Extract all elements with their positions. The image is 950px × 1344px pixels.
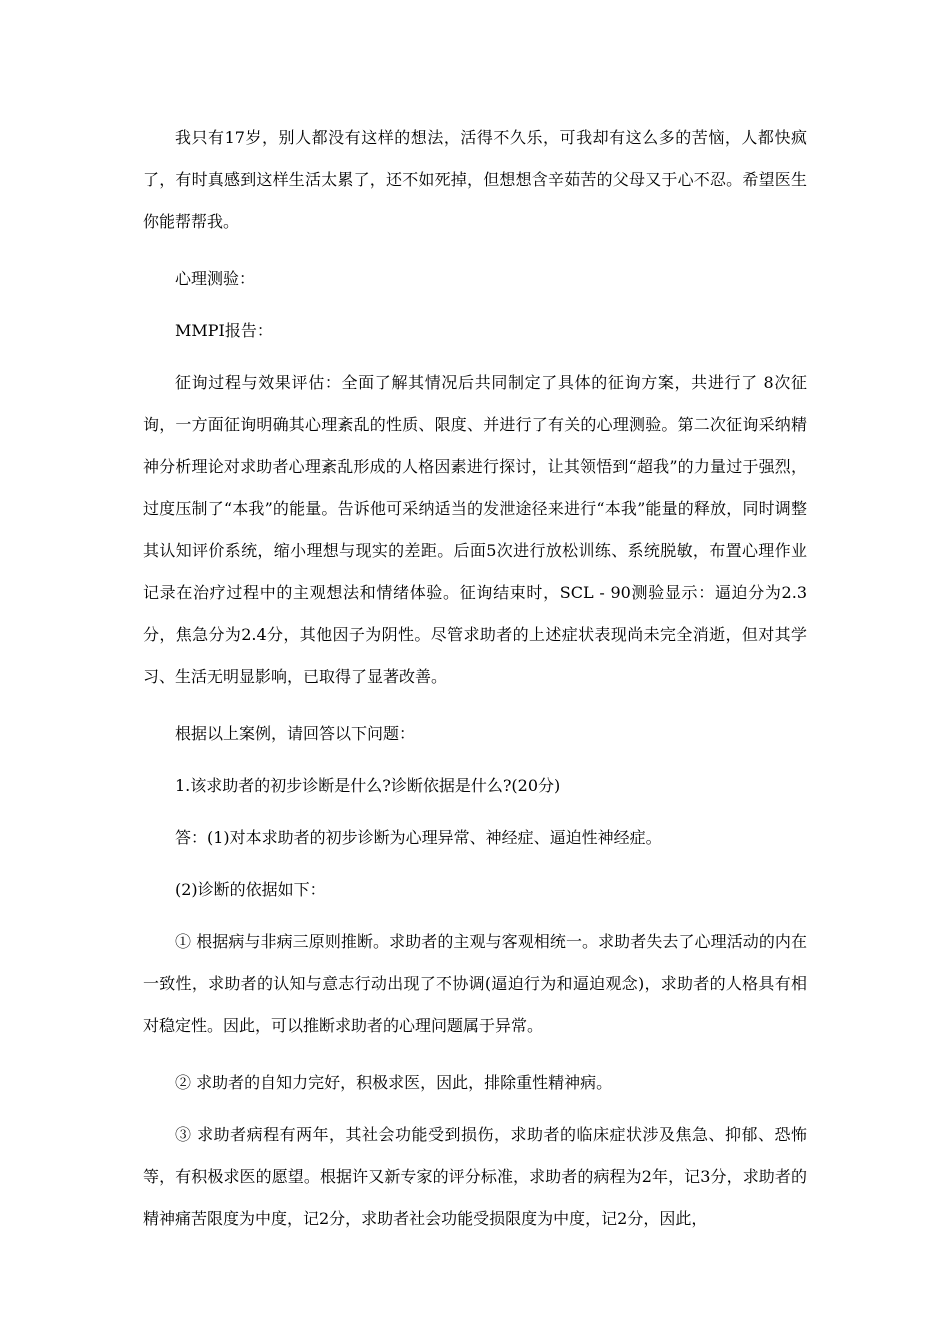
paragraph-mmpi-report-heading: MMPI报告： bbox=[175, 321, 273, 340]
paragraph-counseling-process: 征询过程与效果评估：全面了解其情况后共同制定了具体的征询方案，共进行了 8次征询，一方面征询明确其心理紊乱的性质、限度、并进行了有关的心理测验。第二次征询采纳精神分析理论对求助者心理紊乱形成的人格因素进行探讨，让其领悟到“超我”的力量过于强烈，过度压制了“本我”的能量。告诉他可采纳适当的发泄途径来进行“本我”能量的释放，同时调整其认知评价系统，缩小理想与现实的差距。后面5次进行放松训练、系统脱敏，布置心理作业记录在治疗过程中的主观想法和情绪体验。征询结束时，SCL - 90测验显示：逼迫分为2.3分，焦急分为2.4分，其他因子为阴性。尽管求助者的上述症状表现尚未完全消逝，但对其学习、生活无明显影响，已取得了显著改善。 bbox=[143, 373, 807, 686]
paragraph-question-1: 1.该求助者的初步诊断是什么?诊断依据是什么?(20分) bbox=[175, 776, 561, 795]
document-body bbox=[143, 117, 807, 1255]
paragraph-basis-item-2: ② 求助者的自知力完好，积极求医，因此，排除重性精神病。 bbox=[175, 1073, 613, 1092]
paragraph-patient-statement: 我只有17岁，别人都没有这样的想法，活得不久乐，可我却有这么多的苦恼，人都快疯了，有时真感到这样生活太累了，还不如死掉，但想想含辛茹苦的父母又于心不忍。希望医生你能帮帮我。 bbox=[143, 128, 807, 231]
paragraph-basis-item-1: ① 根据病与非病三原则推断。求助者的主观与客观相统一。求助者失去了心理活动的内在一致性，求助者的认知与意志行动出现了不协调(逼迫行为和逼迫观念)，求助者的人格具有相对稳定性。因此，可以推断求助者的心理问题属于异常。 bbox=[143, 932, 807, 1035]
paragraph-psych-test-heading: 心理测验： bbox=[175, 269, 256, 288]
paragraph-answer-diagnosis: 答：(1)对本求助者的初步诊断为心理异常、神经症、逼迫性神经症。 bbox=[175, 828, 662, 847]
paragraph-diagnosis-basis-heading: (2)诊断的依据如下： bbox=[175, 880, 326, 899]
paragraph-question-intro: 根据以上案例，请回答以下问题： bbox=[175, 724, 416, 743]
paragraph-basis-item-3: ③ 求助者病程有两年，其社会功能受到损伤，求助者的临床症状涉及焦急、抑郁、恐怖等，有积极求医的愿望。根据许又新专家的评分标准，求助者的病程为2年，记3分，求助者的精神痛苦限度为中度，记2分，求助者社会功能受损限度为中度，记2分，因此， bbox=[143, 1125, 807, 1228]
